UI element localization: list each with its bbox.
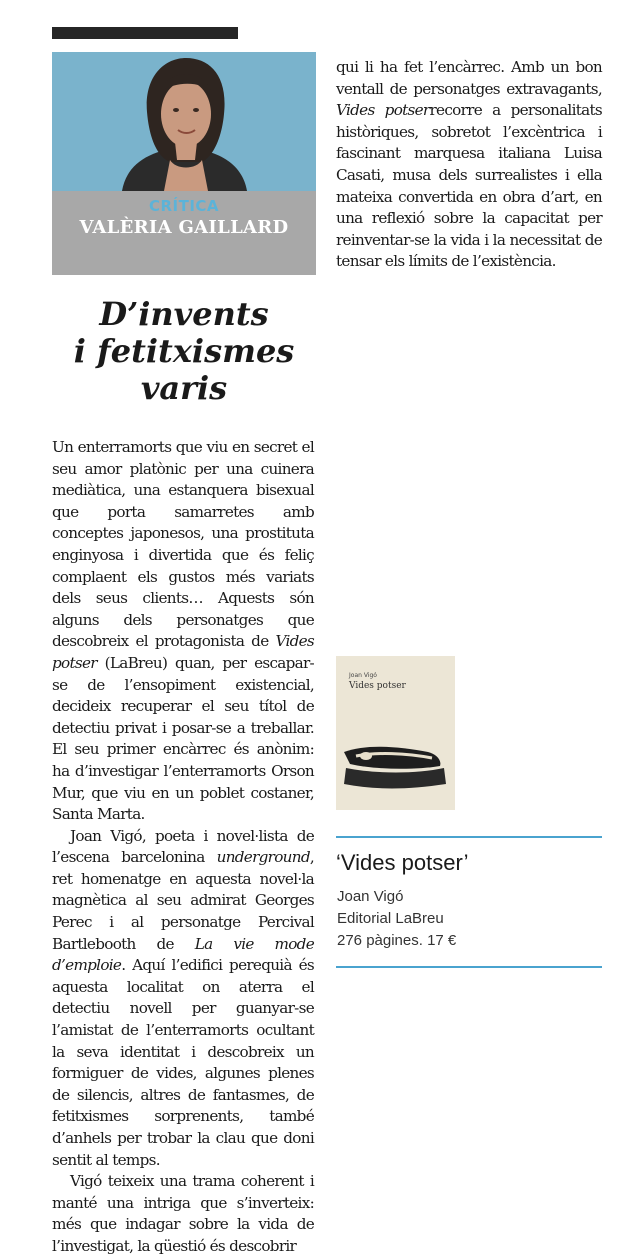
section-kicker: CRÍTICA bbox=[148, 197, 220, 215]
paragraph-3-text-a: qui li ha fet l’encàrrec. Amb un bon ventall de personatges extravagants, bbox=[336, 58, 602, 98]
paragraph-3-text-b: recorre a personalitats històriques, sobretot l’excèntrica i fascinant marquesa italiana Luisa Casati, musa dels surrealistes i ella mateixa convertida en obra d’art, en una reflexió sobre la capacitat per reinventar-se la vida i la necessitat de tensar els límits de l’existència. bbox=[336, 101, 602, 271]
paragraph-2-text-a: Joan Vigó, poeta i novel·lista de l’escena barcelonina bbox=[52, 826, 314, 867]
headline-line-2: i fetitxismes bbox=[73, 332, 295, 370]
book-title-italic-2: Vides potser bbox=[336, 101, 430, 120]
headline-line-1: D’invents bbox=[99, 295, 269, 333]
article-column-left bbox=[52, 437, 314, 1258]
cover-illustration bbox=[336, 656, 455, 810]
book-author: Joan Vigó bbox=[337, 888, 404, 905]
book-title: ‘Vides potser’ bbox=[336, 850, 469, 875]
book-title-italic: Vides potser bbox=[52, 632, 314, 672]
paragraph-1-text-a: Un enterramorts que viu en secret el seu amor platònic per una cuinera mediàtica, una estanquera bisexual que porta samarretes amb conceptes japonesos, una prostituta enginyosa i divertida que és feliç complaent els gustos més variats dels seus clients… Aquests són alguns dels personatges que descobreix el protagonista de bbox=[52, 438, 314, 651]
article-column-right bbox=[336, 57, 602, 273]
paragraph-3-continued bbox=[336, 57, 602, 273]
info-box-rule-top bbox=[336, 836, 602, 838]
author-name: VALÈRIA GAILLARD bbox=[79, 217, 289, 238]
paragraph-3 bbox=[52, 1171, 314, 1257]
perec-title-italic: La vie mode d’emploie bbox=[52, 934, 314, 975]
author-portrait-illustration bbox=[52, 52, 316, 191]
underground-italic: underground bbox=[216, 848, 310, 867]
section-top-bar bbox=[52, 27, 238, 39]
paragraph-2-text-b: , ret homenatge en aquesta novel·la magnètica al seu admirat Georges Perec i al personatge Percival Bartlebooth de bbox=[52, 848, 314, 953]
cover-title: Vides potser bbox=[349, 681, 406, 691]
paragraph-2-text-c: . Aquí l’edifici perequià és aquesta localitat on aterra el detectiu novell per guanyar-se l’amistat de l’enterramorts ocultant la seva identitat i descobreix un formiguer de vides, algunes plenes de silencis, altres de fantasmes, de fetitxismes sorprenents, també d’anhels per trobar la clau que doni sentit al temps. bbox=[52, 956, 314, 1169]
info-box-rule-bottom bbox=[336, 966, 602, 968]
author-photo bbox=[52, 52, 316, 191]
headline-line-3: varis bbox=[140, 369, 228, 407]
book-publisher: Editorial LaBreu bbox=[337, 910, 444, 927]
paragraph-3-text-a: Vigó teixeix una trama coherent i manté una intriga que s’inverteix: més que indagar sobre la vida de l’investigat, la qüestió és descobrir bbox=[52, 1172, 314, 1255]
headline bbox=[52, 296, 316, 407]
paragraph-2-start bbox=[52, 826, 314, 1172]
cover-author: Joan Vigó bbox=[349, 672, 377, 679]
book-cover bbox=[336, 656, 455, 810]
paragraph-1-text-b: (LaBreu) quan, per escapar-se de l’ensopiment existencial, decideix recuperar el seu títol de detectiu privat i posar-se a treballar. El seu primer encàrrec és anònim: ha d’investigar l’enterramorts Orson Mur, que viu en un poblet costaner, Santa Marta. bbox=[52, 653, 314, 824]
paragraph-1 bbox=[52, 437, 314, 826]
book-details: 276 pàgines. 17 € bbox=[337, 932, 457, 949]
byline-box bbox=[52, 191, 316, 275]
